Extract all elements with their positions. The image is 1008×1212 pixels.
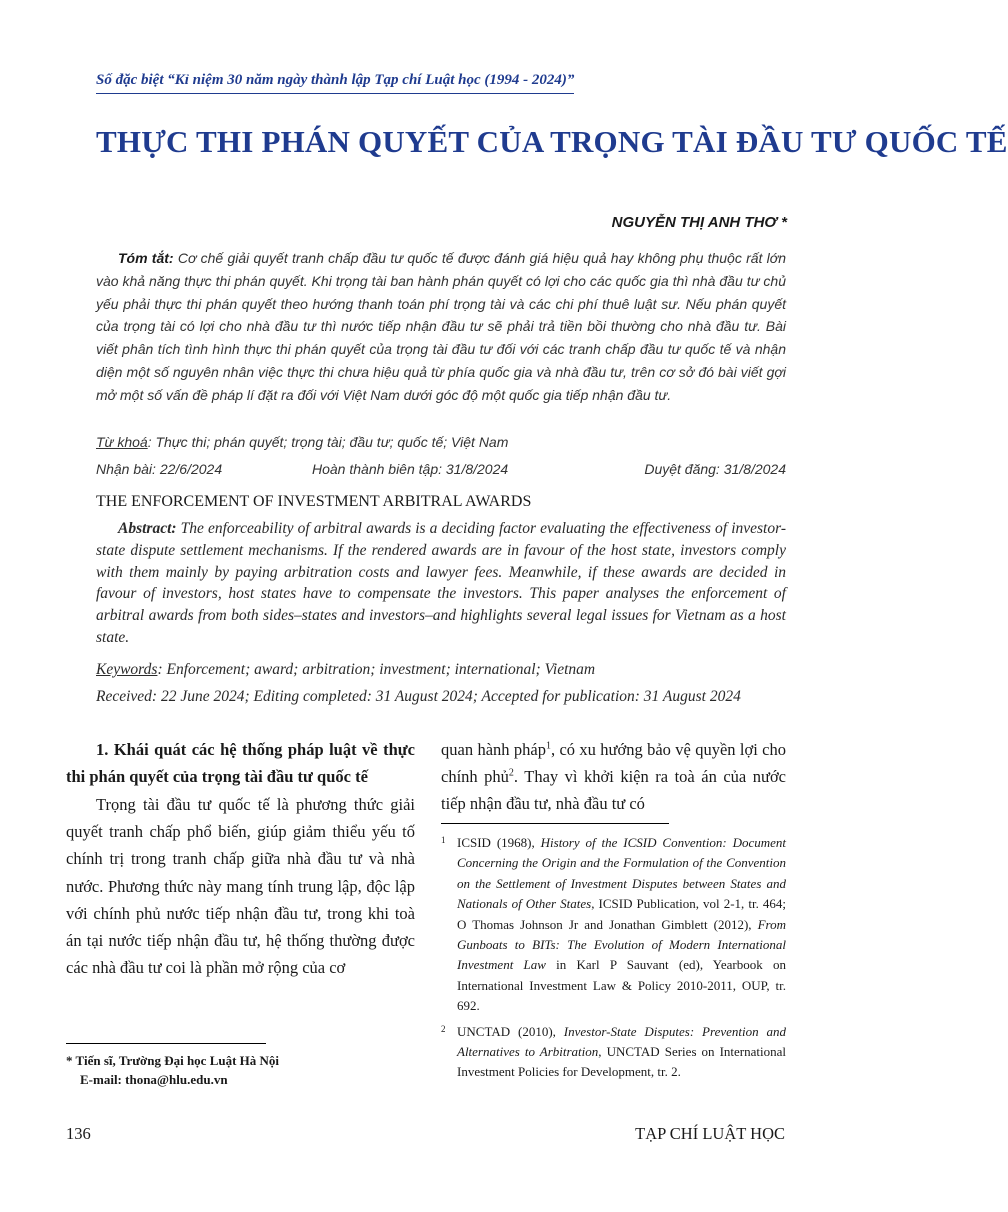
section-heading: 1. Khái quát các hệ thống pháp luật về thực thi phán quyết của trọng tài đầu tư quốc tế: [66, 740, 415, 786]
article-title: THỰC THI PHÁN QUYẾT CỦA TRỌNG TÀI ĐẦU TƯ QUỐC TẾ: [96, 124, 1008, 159]
english-title: THE ENFORCEMENT OF INVESTMENT ARBITRAL AWARDS: [96, 493, 532, 510]
right-text-1: quan hành pháp: [441, 740, 546, 759]
edited-date-vi: Hoàn thành biên tập: 31/8/2024: [312, 461, 509, 477]
keywords-vi-label: Từ khoá: [96, 434, 148, 450]
abstract-vi-label: Tóm tắt:: [118, 250, 174, 266]
footnote-number: 2: [441, 1023, 446, 1034]
abstract-vi-text: Cơ chế giải quyết tranh chấp đầu tư quốc tế được đánh giá hiệu quả hay không phụ thuộc rất lớn vào khả năng thực thi phán quyết. Khi trọng tài ban hành phán quyết có lợi cho các quốc gia thì nhà đầu tư chủ yếu phải thực thi phán quyết theo hướng thanh toán phí trọng tài và các chi phí thuê luật sư. Nếu phán quyết của trọng tài có lợi cho nhà đầu tư thì nước tiếp nhận đầu tư sẽ phải trả tiền bồi thường cho nhà đầu tư. Bài viết phân tích tình hình thực thi phán quyết của trọng tài đầu tư đối với các tranh chấp đầu tư quốc tế và nhận diện một số nguyên nhân việc thực thi chưa hiệu quả từ phía quốc gia và nhà đầu tư, trên cơ sở đó bài viết gợi mở một số vấn đề pháp lí đặt ra đối với Việt Nam dưới góc độ một quốc gia tiếp nhận đầu tư.: [96, 250, 787, 403]
vietnamese-abstract: [96, 247, 786, 407]
footnote-ref-2[interactable]: 2: [508, 767, 514, 779]
abstract-en-label: Abstract:: [118, 520, 177, 537]
left-column: [66, 736, 415, 981]
keywords-vi: [96, 434, 508, 450]
keywords-en-label: Keywords: [96, 661, 158, 678]
right-column: [441, 736, 786, 818]
author-email: E-mail: thona@hlu.edu.vn: [80, 1071, 228, 1087]
approved-date-vi: Duyệt đăng: 31/8/2024: [644, 461, 786, 477]
right-text-3: . Thay vì khởi kiện ra toà án của nước tiếp nhận đầu tư, nhà đầu tư có: [441, 767, 786, 814]
author-name: NGUYỄN THỊ ANH THƠ *: [611, 214, 787, 231]
footnote-number: 1: [441, 835, 446, 845]
keywords-en: [96, 661, 595, 679]
special-issue-banner: Số đặc biệt “Kỉ niệm 30 năm ngày thành lập Tạp chí Luật học (1994 - 2024)”: [96, 72, 574, 94]
received-date-vi: Nhận bài: 22/6/2024: [96, 461, 223, 477]
left-paragraph: Trọng tài đầu tư quốc tế là phương thức giải quyết tranh chấp phổ biến, giúp giảm thiểu yếu tố chính trị trong tranh chấp giữa nhà đầu tư và nhà nước. Phương thức này mang tính trung lập, độc lập với chính phủ nước tiếp nhận đầu tư, trong khi toà án tại nước tiếp nhận đầu tư, hệ thống thường được các nhà đầu tư coi là phần mở rộng của cơ: [66, 795, 415, 978]
journal-name: TẠP CHÍ LUẬT HỌC: [635, 1124, 785, 1143]
english-abstract: [96, 518, 786, 649]
right-text-2: , có xu hướng bảo vệ quyền lợi cho chính phủ: [441, 740, 786, 787]
author-footnote: [66, 1052, 279, 1089]
author-affiliation: * Tiến sĩ, Trường Đại học Luật Hà Nội: [66, 1053, 280, 1068]
footnote-2: 2 UNCTAD (2010), Investor-State Disputes: Prevention and Alternatives to Arbitration, UNCTAD Series on International Investment Policies for Development, tr. 2.: [441, 1022, 786, 1083]
footnote-1: 1 ICSID (1968), History of the ICSID Convention: Document Concerning the Origin and the Formulation of the Convention on the Settlement of Investment Disputes between States and Nationals of Other States, ICSID Publication, vol 2-1, tr. 464; O Thomas Johnson Jr and Jonathan Gimblett (2012), From Gunboats to BITs: The Evolution of Modern International Investment Law in Karl P Sauvant (ed), Yearbook on International Investment Law & Policy 2010-2011, OUP, tr. 692.: [441, 833, 786, 1017]
footnote-ref-1[interactable]: 1: [545, 740, 551, 752]
dates-vi: [96, 461, 786, 481]
abstract-en-text: The enforceability of arbitral awards is a deciding factor evaluating the effectiveness of investor-state dispute settlement mechanisms. If the rendered awards are in favour of the host state, investors comply with them mainly by paying arbitration costs and lawyer fees. Meanwhile, if these awards are decided in favour of investors, host states have to compensate the investors. This paper analyses the enforcement of arbitral awards from both sides–states and investors–and highlights several legal issues for Vietnam as a host state.: [96, 520, 786, 646]
footnotes: [441, 833, 786, 1088]
keywords-vi-text: : Thực thi; phán quyết; trọng tài; đầu tư; quốc tế; Việt Nam: [147, 434, 509, 450]
right-paragraph: [441, 736, 786, 818]
keywords-en-text: : Enforcement; award; arbitration; investment; international; Vietnam: [157, 661, 596, 678]
page-number: 136: [66, 1124, 91, 1143]
footnote-divider-left: [66, 1043, 266, 1044]
footnote-divider-right: [441, 823, 669, 824]
dates-en: Received: 22 June 2024; Editing completed: 31 August 2024; Accepted for publication: 31 August 2024: [96, 688, 741, 705]
